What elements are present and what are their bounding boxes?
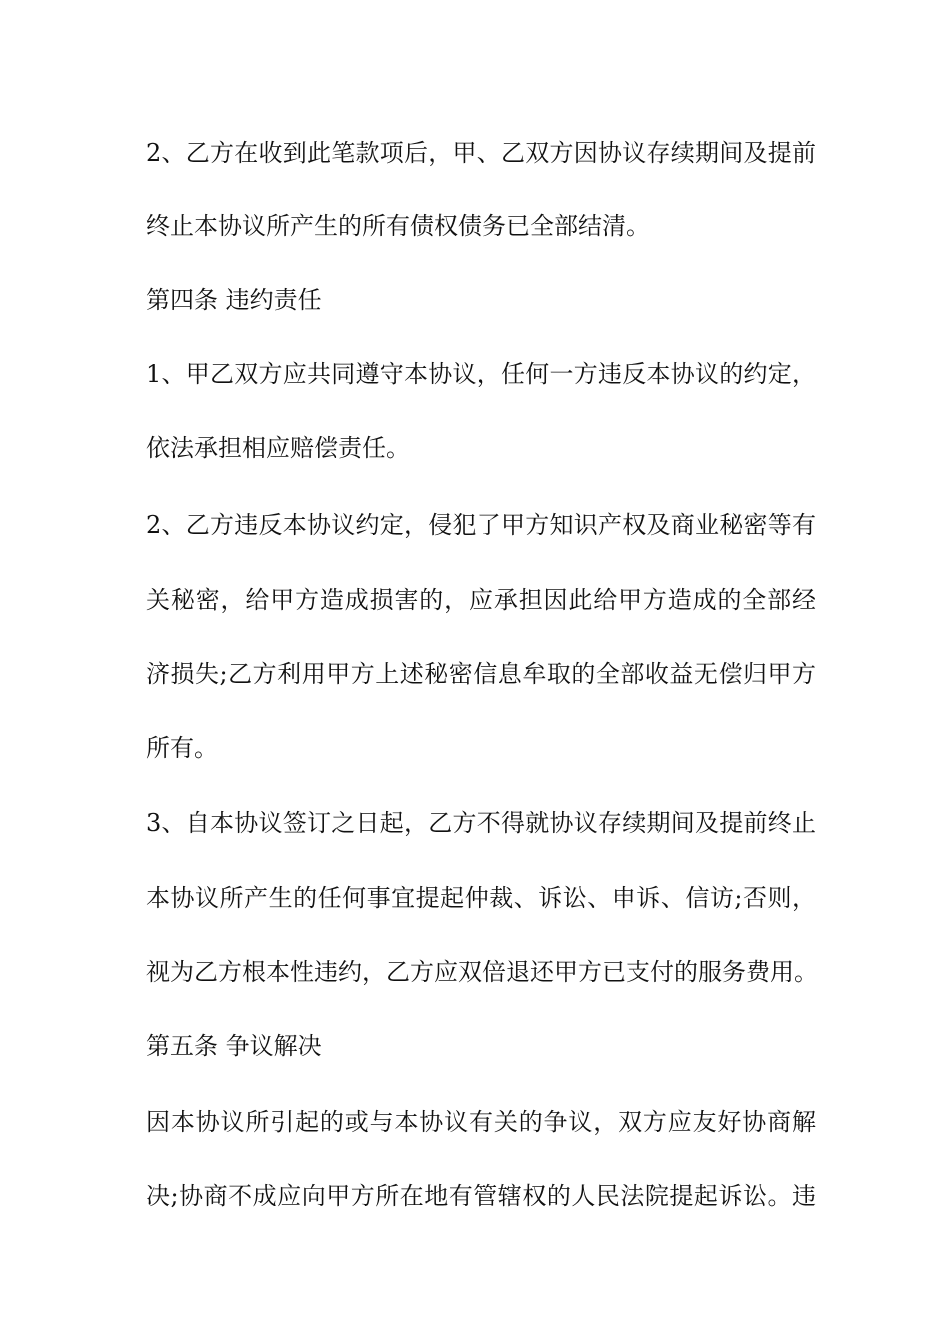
paragraph-line: 2、乙方在收到此笔款项后，甲、乙双方因协议存续期间及提前 xyxy=(146,139,816,167)
section-heading: 第五条 争议解决 xyxy=(146,1032,322,1060)
paragraph-line: 决;协商不成应向甲方所在地有管辖权的人民法院提起诉讼。违 xyxy=(146,1182,816,1210)
paragraph-line: 1、甲乙双方应共同遵守本协议，任何一方违反本协议的约定， xyxy=(146,360,816,388)
paragraph-line: 因本协议所引起的或与本协议有关的争议，双方应友好协商解 xyxy=(146,1108,816,1136)
paragraph-line: 视为乙方根本性违约，乙方应双倍退还甲方已支付的服务费用。 xyxy=(146,958,818,986)
paragraph-line: 终止本协议所产生的所有债权债务已全部结清。 xyxy=(146,212,650,240)
paragraph-line: 关秘密，给甲方造成损害的，应承担因此给甲方造成的全部经 xyxy=(146,586,816,614)
section-heading: 第四条 违约责任 xyxy=(146,286,322,314)
paragraph-line: 本协议所产生的任何事宜提起仲裁、诉讼、申诉、信访;否则， xyxy=(146,884,816,912)
paragraph-line: 所有。 xyxy=(146,734,218,762)
paragraph-line: 2、乙方违反本协议约定，侵犯了甲方知识产权及商业秘密等有 xyxy=(146,511,816,539)
paragraph-line: 依法承担相应赔偿责任。 xyxy=(146,434,410,462)
paragraph-line: 3、自本协议签订之日起，乙方不得就协议存续期间及提前终止 xyxy=(146,809,816,837)
paragraph-line: 济损失;乙方利用甲方上述秘密信息牟取的全部收益无偿归甲方 xyxy=(146,660,816,688)
